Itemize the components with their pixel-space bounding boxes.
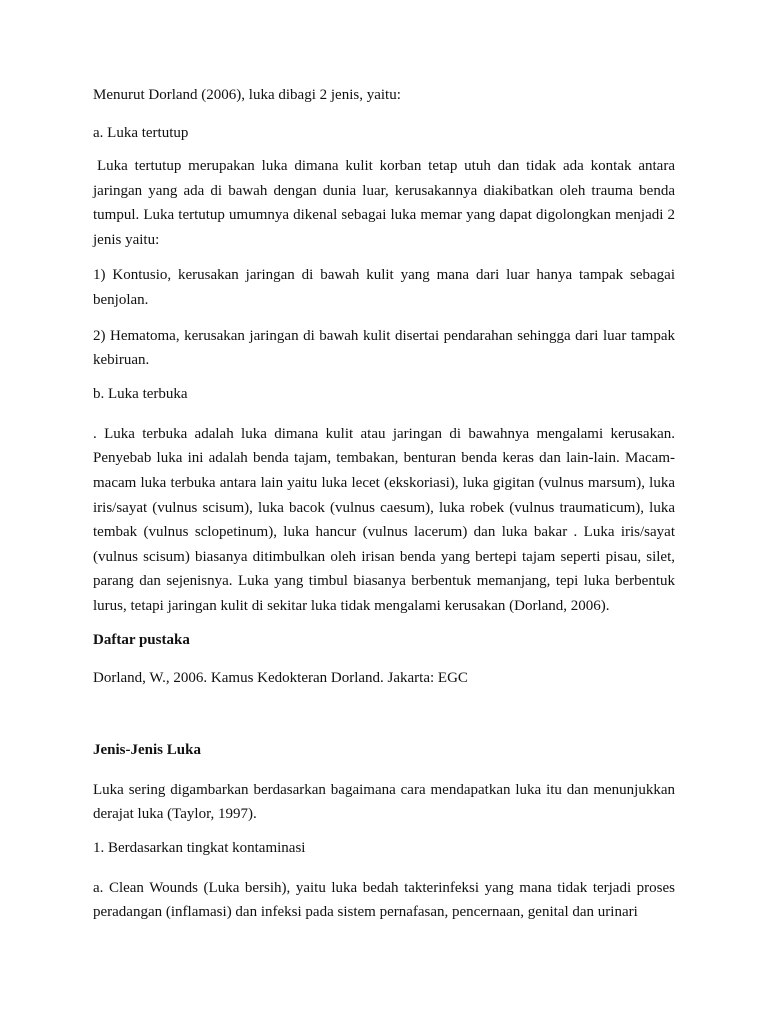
closed-wound-heading: a. Luka tertutup [93, 125, 189, 141]
open-wound-paragraph: . Luka terbuka adalah luka dimana kulit atau jaringan di bawahnya mengalami kerusakan. Penyebab luka ini adalah benda tajam, tembakan, benturan benda keras dan lain-lain. Macam-macam luka terbuka antara lain yaitu luka lecet (ekskoriasi), luka gigitan (vulnus marsum), luka iris/sayat (vulnus scisum), luka bacok (vulnus caesum), luka robek (vulnus traumaticum), luka tembak (vulnus sclopetinum), luka hancur (vulnus lacerum) dan luka bakar . Luka iris/sayat (vulnus scisum) biasanya ditimbulkan oleh irisan benda yang bertepi tajam seperti pisau, silet, parang dan sejenisnya. Luka yang timbul biasanya berbentuk memanjang, tepi luka berbentuk lurus, tetapi jaringan kulit di sekitar luka tidak mengalami kerusakan (Dorland, 2006). [93, 425, 675, 614]
contamination-heading: 1. Berdasarkan tingkat kontaminasi [93, 839, 306, 856]
document-body [93, 85, 675, 925]
closed-wound-item-1: 1) Kontusio, kerusakan jaringan di bawah kulit yang mana dari luar hanya tampak sebagai benjolan. [93, 267, 675, 308]
closed-wound-paragraph: Luka tertutup merupakan luka dimana kulit korban tetap utuh dan tidak ada kontak antara jaringan yang ada di bawah dengan dunia luar, kerusakannya diakibatkan oleh trauma benda tumpul. Luka tertutup umumnya dikenal sebagai luka memar yang dapat digolongkan menjadi 2 jenis yaitu: [93, 158, 675, 248]
wound-types-intro: Luka sering digambarkan berdasarkan bagaimana cara mendapatkan luka itu dan menunjukkan derajat luka (Taylor, 1997). [93, 781, 675, 823]
clean-wounds-paragraph: a. Clean Wounds (Luka bersih), yaitu luka bedah takterinfeksi yang mana tidak terjadi proses peradangan (inflamasi) dan infeksi pada sistem pernafasan, pencernaan, genital dan urinari [93, 879, 675, 921]
wound-types-heading: Jenis-Jenis Luka [93, 741, 201, 758]
references-heading: Daftar pustaka [93, 631, 190, 648]
closed-wound-item-2: 2) Hematoma, kerusakan jaringan di bawah kulit disertai pendarahan sehingga dari luar tampak kebiruan. [93, 327, 675, 369]
open-wound-heading: b. Luka terbuka [93, 385, 188, 402]
reference-item: Dorland, W., 2006. Kamus Kedokteran Dorland. Jakarta: EGC [93, 669, 468, 686]
intro-paragraph: Menurut Dorland (2006), luka dibagi 2 jenis, yaitu: [93, 87, 401, 103]
